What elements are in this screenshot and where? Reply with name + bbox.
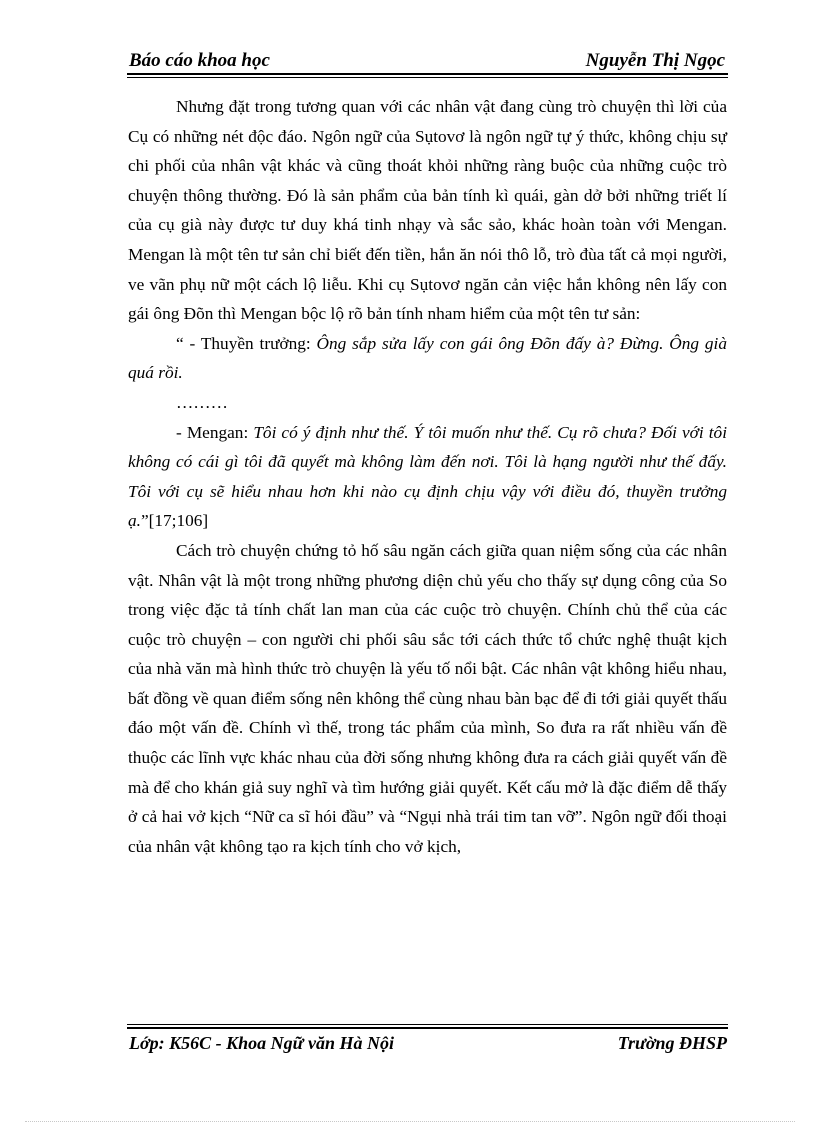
body-text	[128, 92, 727, 861]
quote-captain-text: Ông sắp sửa lấy con gái ông Đõn đấy à? Đừng. Ông già quá rồi.	[128, 333, 727, 383]
header-title: Báo cáo khoa học	[129, 50, 270, 71]
footer-class: Lớp: K56C - Khoa Ngữ văn Hà Nội	[129, 1033, 394, 1053]
quote-mengan	[128, 418, 727, 536]
ellipsis-line: ………	[176, 392, 228, 412]
footer-rule-thick	[127, 1027, 728, 1029]
quote-mengan-text: Tôi có ý định như thế. Ý tôi muốn như thế. Cụ rõ chưa? Đối với tôi không có cái gì tôi đã quyết mà không làm đến nơi. Tôi là hạng người như thế đấy. Tôi với cụ sẽ hiểu nhau hơn khi nào cụ định chịu vậy với điều đó, thuyền trưởng ạ.	[128, 422, 727, 531]
footer-school: Trường ĐHSP	[617, 1033, 727, 1053]
quote-mengan-speaker: - Mengan:	[176, 422, 254, 442]
page-edge	[25, 1121, 795, 1122]
paragraph-2: Cách trò chuyện chứng tỏ hố sâu ngăn cách giữa quan niệm sống của các nhân vật. Nhân vật là một trong những phương diện chủ yếu cho thấy sự dụng công của So trong việc đặc tả tính chất lan man của các cuộc trò chuyện. Chính chủ thể của các cuộc trò chuyện – con người chi phối sâu sắc tới cách thức tổ chức nghệ thuật kịch của nhà văn mà hình thức trò chuyện là yếu tố nổi bật. Các nhân vật không hiểu nhau, bất đồng về quan điểm sống nên không thể cùng nhau bàn bạc để đi tới giải quyết thấu đáo một vấn đề. Chính vì thế, trong tác phẩm của mình, So đưa ra rất nhiều vấn đề thuộc các lĩnh vực khác nhau của đời sống nhưng không đưa ra cách giải quyết vấn đề mà để cho khán giả suy nghĩ và tìm hướng giải quyết. Kết cấu mở là đặc điểm dễ thấy ở cả hai vở kịch “Nữ ca sĩ hói đầu” và “Ngụi nhà trái tim tan vỡ”. Ngôn ngữ đối thoại của nhân vật không tạo ra kịch tính cho vở kịch,	[128, 540, 727, 856]
quote-captain	[128, 329, 727, 388]
page-header	[127, 46, 727, 76]
header-rule-thin	[127, 77, 728, 78]
quote-citation: ”[17;106]	[140, 511, 209, 531]
footer-rule-thin	[127, 1024, 728, 1025]
header-author: Nguyễn Thị Ngọc	[585, 50, 725, 71]
quote-captain-speaker: “ - Thuyền trưởng:	[176, 333, 317, 353]
paragraph-1: Nhưng đặt trong tương quan với các nhân vật đang cùng trò chuyện thì lời của Cụ có những nét độc đáo. Ngôn ngữ của Sụtovơ là ngôn ngữ tự ý thức, không chịu sự chi phối của nhân vật khác và cũng thoát khỏi những ràng buộc của những cuộc trò chuyện thông thường. Đó là sản phẩm của bản tính kì quái, gàn dở bởi những triết lí của cụ già này được tư duy khá tinh nhạy và sắc sảo, khác hoàn toàn với Mengan. Mengan là một tên tư sản chỉ biết đến tiền, hắn ăn nói thô lỗ, trò đùa tất cả mọi người, ve vãn phụ nữ một cách lộ liễu. Khi cụ Sụtovơ ngăn cản việc hắn không nên lấy con gái ông Đõn thì Mengan bộc lộ rõ bản tính nham hiểm của một tên tư sản:	[128, 97, 727, 324]
header-rule-thick	[127, 73, 728, 75]
